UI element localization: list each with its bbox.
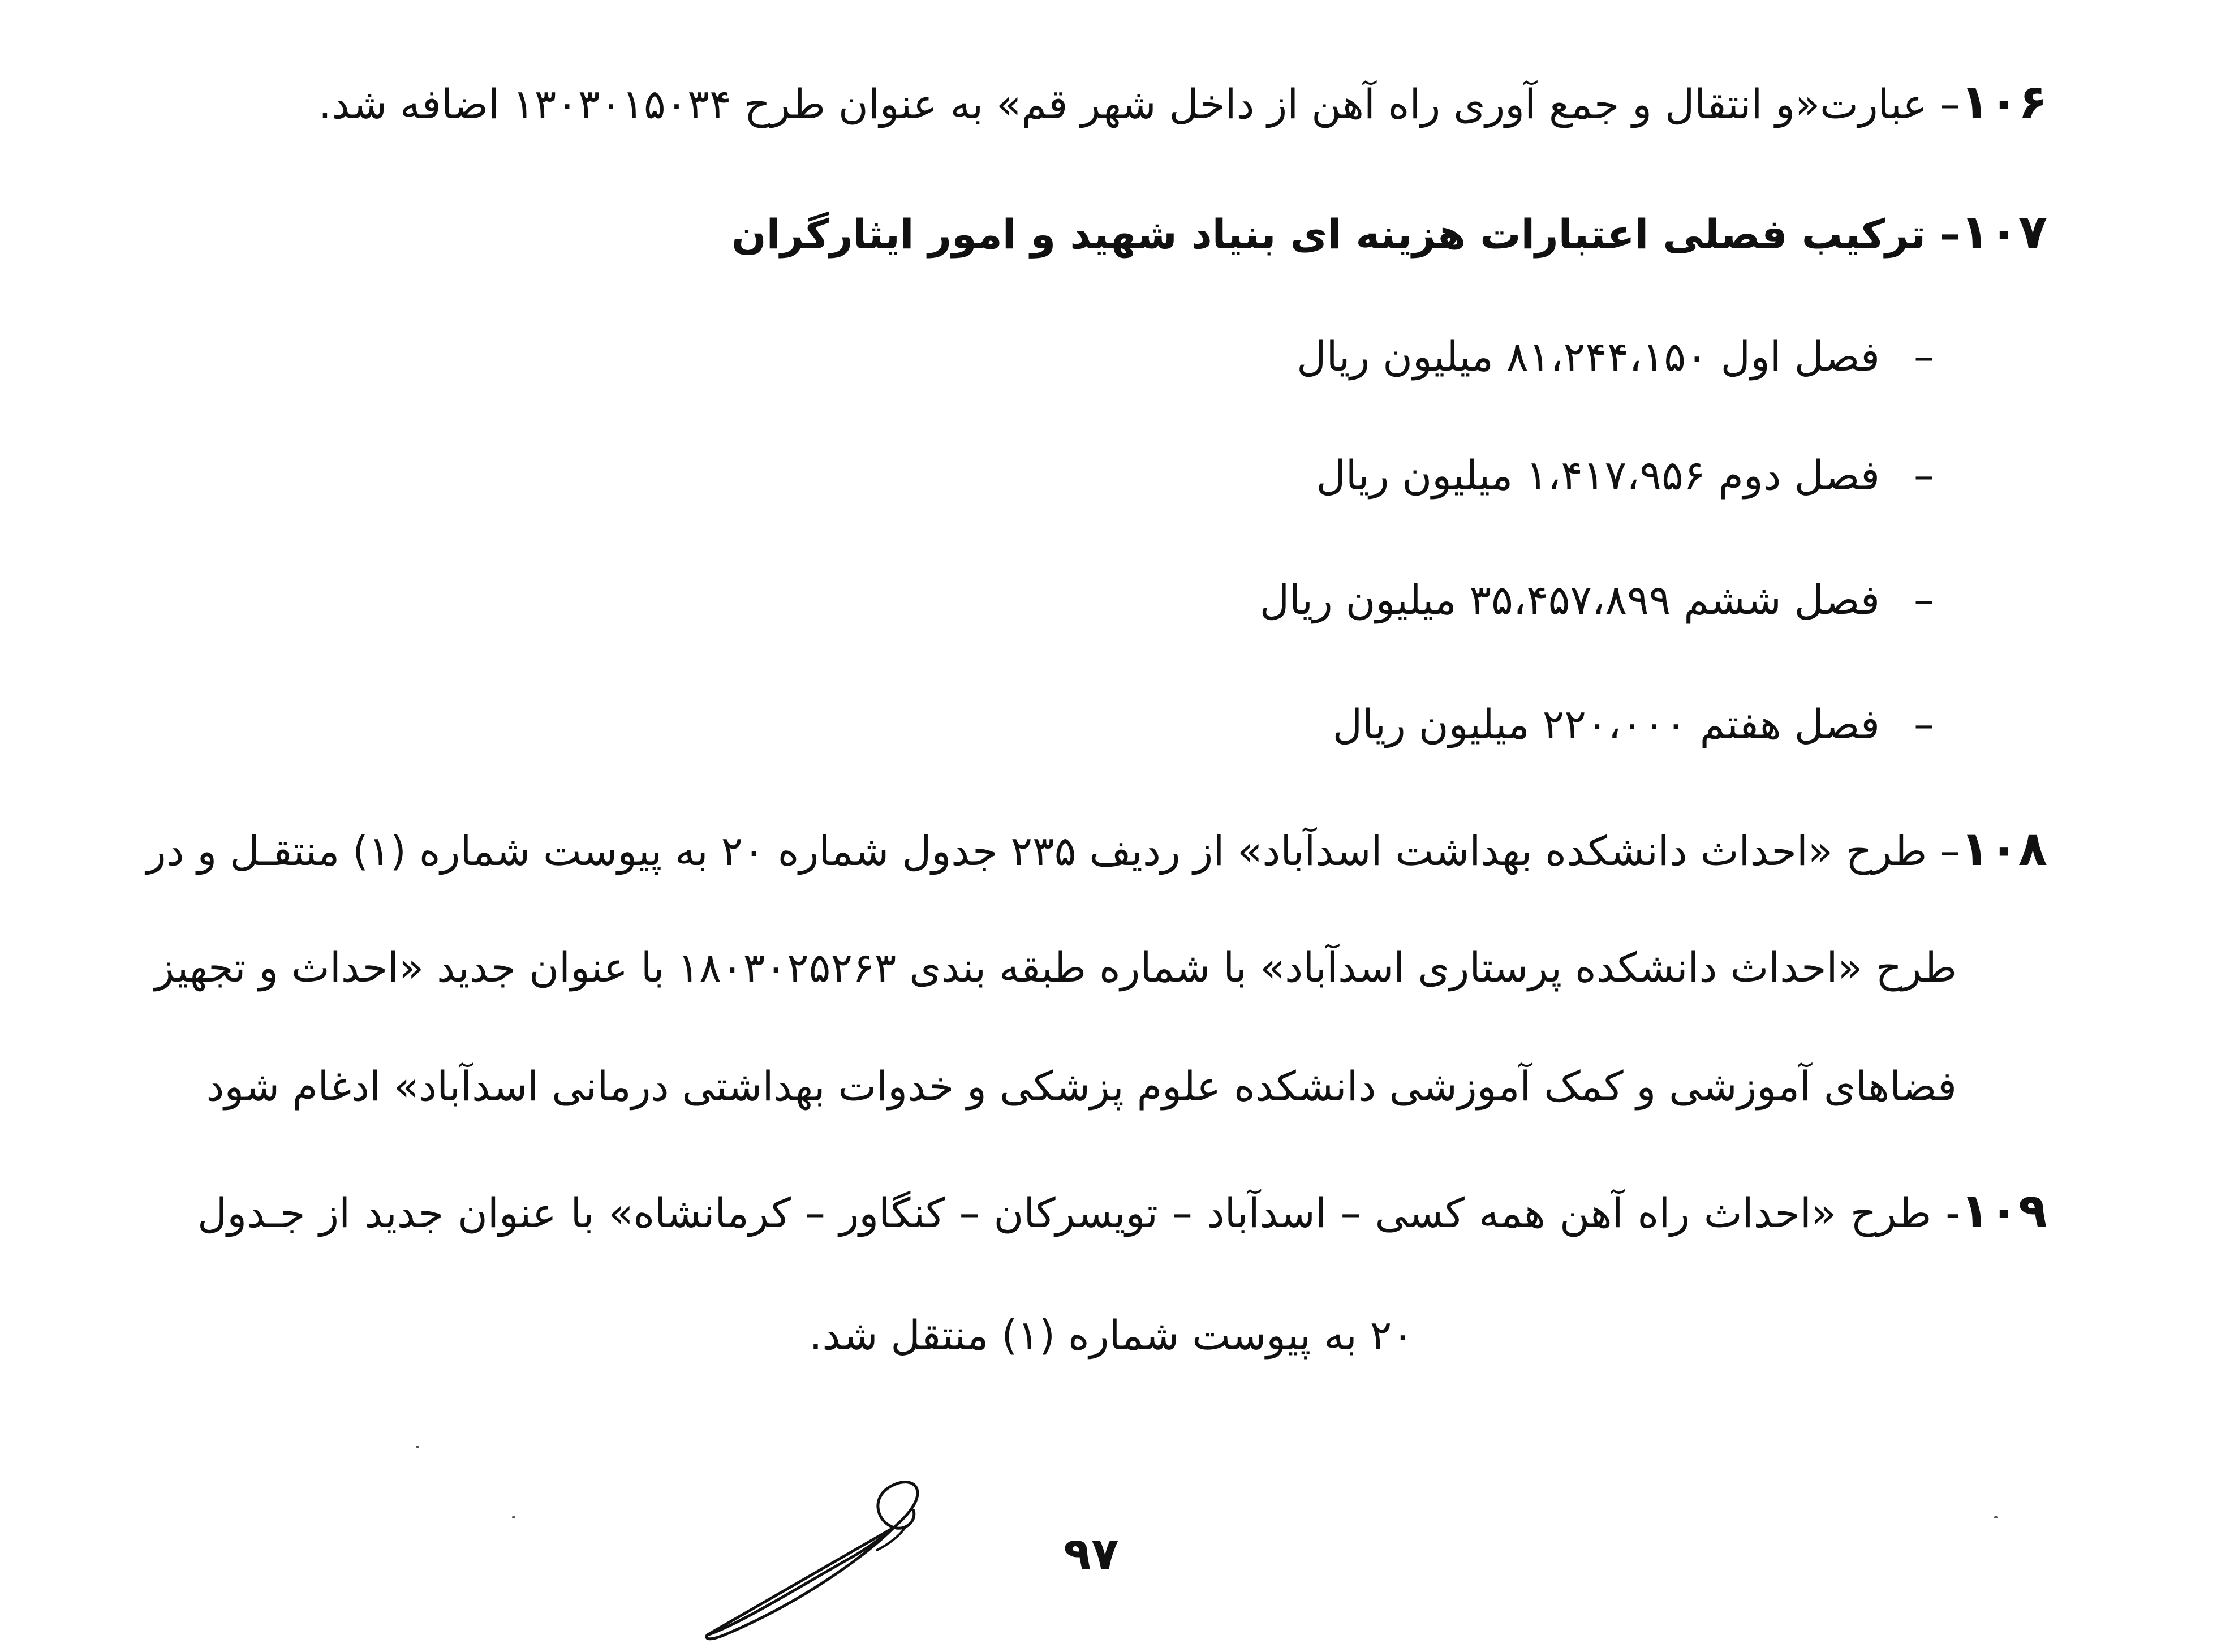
- item-109-text-2: ۲۰ به پیوست شماره (۱) منتقل شد.: [809, 1311, 1414, 1359]
- item-106: [318, 74, 2047, 132]
- item-106-number: ۱۰۶: [1960, 74, 2047, 130]
- scan-speck: [1994, 1516, 1998, 1518]
- item-109-line-2: [809, 1307, 1414, 1363]
- item-108-text-1: – طرح «احداث دانشکده بهداشت اسدآباد» از ردیف ۲۳۵ جدول شماره ۲۰ به پیوست شماره (۱) منتقـل و در: [146, 827, 1961, 875]
- item-107-text: – ترکیب فصلی اعتبارات هزینه ای بنیاد شهید و امور ایثارگران: [731, 210, 1961, 258]
- item-107-number: ۱۰۷: [1960, 204, 2047, 260]
- item-108-line-2: [154, 939, 1957, 996]
- chapter-4-dash: –: [1914, 700, 1934, 748]
- chapter-2-dash: –: [1914, 451, 1934, 499]
- scan-speck: [512, 1516, 515, 1518]
- item-108-text-3: فضاهای آموزشی و کمک آموزشی دانشکده علوم پزشکی و خدوات بهداشتی درمانی اسدآباد» ادغام شود: [206, 1062, 1957, 1110]
- item-108-text-2: طرح «احداث دانشکده پرستاری اسدآباد» با شماره طبقه بندی ۱۸۰۳۰۲۵۲۶۳ با عنوان جدید «احداث و تجهیز: [154, 944, 1957, 991]
- chapter-item-1: [1297, 328, 1934, 385]
- item-109-number: ۱۰۹: [1960, 1183, 2047, 1238]
- chapter-1-text: فصل اول ۸۱،۲۴۴،۱۵۰ میلیون ریال: [1297, 333, 1880, 380]
- item-106-text: – عبارت«و انتقال و جمع آوری راه آهن از داخل شهر قم» به عنوان طرح ۱۳۰۳۰۱۵۰۳۴ اضافه شد.: [318, 80, 1961, 128]
- item-108-line-1: [146, 820, 2047, 879]
- chapter-1-dash: –: [1914, 333, 1934, 380]
- chapter-item-2: [1316, 447, 1934, 504]
- chapter-item-4: [1333, 696, 1934, 752]
- chapter-2-text: فصل دوم ۱،۴۱۷،۹۵۶ میلیون ریال: [1316, 451, 1880, 499]
- chapter-3-text: فصل ششم ۳۵،۴۵۷،۸۹۹ میلیون ریال: [1259, 576, 1880, 623]
- chapter-3-dash: –: [1914, 576, 1934, 623]
- chapter-4-text: فصل هفتم ۲۲۰،۰۰۰ میلیون ریال: [1332, 700, 1880, 748]
- handwritten-signature: [690, 1465, 933, 1652]
- item-109-text-1: - طرح «احداث راه آهن همه کسی – اسدآباد – تویسرکان – کنگاور – کرمانشاه» با عنوان جدید از جـدول: [197, 1189, 1961, 1237]
- item-109-line-1: [197, 1182, 2047, 1241]
- item-107: [731, 204, 2047, 263]
- chapter-item-3: [1260, 571, 1934, 628]
- page-number: ۹۷: [1064, 1528, 1119, 1580]
- scan-speck: [416, 1445, 419, 1448]
- item-108-line-3: [206, 1058, 1957, 1115]
- item-108-number: ۱۰۸: [1960, 821, 2047, 876]
